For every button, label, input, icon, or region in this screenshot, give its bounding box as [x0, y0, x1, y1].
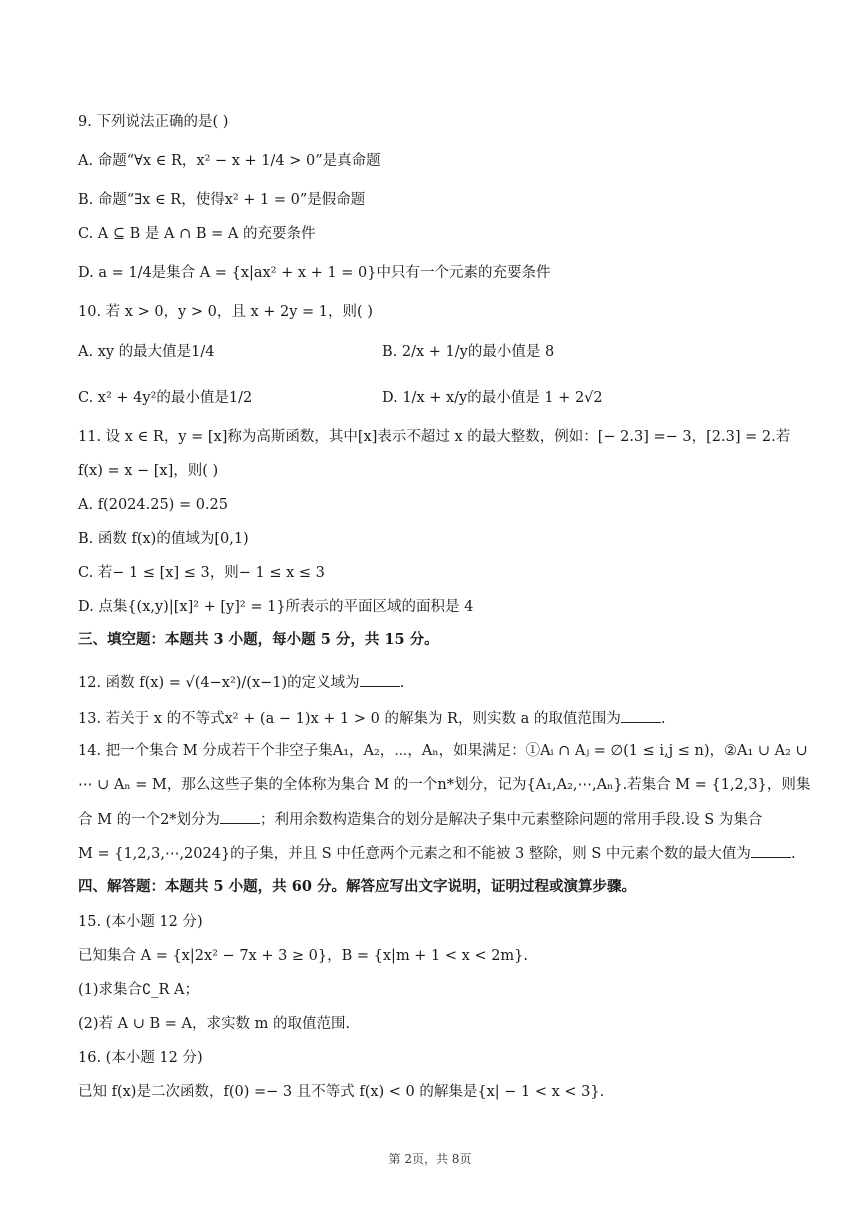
q9-stem: 9. 下列说法正确的是( ) [78, 114, 229, 130]
q11-stem-line1: 11. 设 x ∈ R，y = [x]称为高斯函数，其中[x]表示不超过 x 的最大整数，例如：[− 2.3] =− 3，[2.3] = 2.若 [78, 429, 791, 445]
q16-head: 16. (本小题 12 分) [78, 1050, 203, 1066]
q9-option-d: D. a = 1/4是集合 A = {x|ax² + x + 1 = 0}中只有一个元素的充要条件 [78, 265, 551, 281]
q15-body: 已知集合 A = {x|2x² − 7x + 3 ≥ 0}，B = {x|m + 1 < x < 2m}. [78, 948, 529, 964]
answer-blank [621, 708, 661, 723]
answer-blank [360, 672, 400, 687]
q11-option-d: D. 点集{(x,y)|[x]² + [y]² = 1}所表示的平面区域的面积是 4 [78, 599, 474, 615]
q11-option-a: A. f(2024.25) = 0.25 [78, 497, 228, 513]
q16-body: 已知 f(x)是二次函数，f(0) =− 3 且不等式 f(x) < 0 的解集是{x| − 1 < x < 3}. [78, 1084, 605, 1100]
q14-line4-end: . [790, 846, 796, 862]
q11-stem-line2: f(x) = x − [x]，则( ) [78, 463, 219, 479]
q14-line3 [78, 809, 762, 830]
q10-option-a: A. xy 的最大值是1/4 [78, 344, 215, 360]
q14-line4-start: M = {1,2,3,⋯,2024}的子集，并且 S 中任意两个元素之和不能被 3 整除，则 S 中元素个数的最大值为 [78, 846, 751, 862]
q13 [78, 708, 665, 729]
q12-end: . [399, 675, 405, 691]
q15-part2: (2)若 A ∪ B = A，求实数 m 的取值范围. [78, 1016, 351, 1032]
q14-line3-end: ；利用余数构造集合的划分是解决子集中元素整除问题的常用手段.设 S 为集合 [260, 812, 763, 828]
q9-option-c: C. A ⊆ B 是 A ∩ B = A 的充要条件 [78, 226, 316, 242]
q12-text: 12. 函数 f(x) = √(4−x²)/(x−1)的定义域为 [78, 675, 360, 691]
q10-option-c: C. x² + 4y²的最小值是1/2 [78, 390, 253, 406]
q15-part1: (1)求集合∁_R A； [78, 982, 200, 998]
q14-line4 [78, 843, 796, 864]
q9-option-b: B. 命题“∃x ∈ R，使得x² + 1 = 0”是假命题 [78, 192, 366, 208]
page-footer: 第 2页，共 8页 [388, 1152, 472, 1166]
section-fill-in-heading: 三、填空题：本题共 3 小题，每小题 5 分，共 15 分。 [78, 631, 439, 648]
q11-option-b: B. 函数 f(x)的值域为[0,1) [78, 531, 249, 547]
q12 [78, 672, 404, 693]
answer-blank [751, 843, 791, 858]
q14-line2: ⋯ ∪ Aₙ = M，那么这些子集的全体称为集合 M 的一个n*划分，记为{A₁,A₂,⋯,Aₙ}.若集合 M = {1,2,3}，则集 [78, 777, 811, 793]
q11-option-c: C. 若− 1 ≤ [x] ≤ 3，则− 1 ≤ x ≤ 3 [78, 565, 325, 581]
q9-option-a: A. 命题“∀x ∈ R，x² − x + 1/4 > 0”是真命题 [78, 153, 381, 169]
q10-option-b: B. 2/x + 1/y的最小值是 8 [382, 344, 555, 360]
q14-line3-start: 合 M 的一个2*划分为 [78, 812, 221, 828]
answer-blank [220, 809, 260, 824]
section-answer-heading: 四、解答题：本题共 5 小题，共 60 分。解答应写出文字说明，证明过程或演算步骤。 [78, 878, 636, 895]
q13-end: . [660, 711, 666, 727]
q13-text: 13. 若关于 x 的不等式x² + (a − 1)x + 1 > 0 的解集为 R，则实数 a 的取值范围为 [78, 711, 621, 727]
q10-stem: 10. 若 x > 0，y > 0，且 x + 2y = 1，则( ) [78, 304, 373, 320]
q10-option-d: D. 1/x + x/y的最小值是 1 + 2√2 [382, 390, 603, 406]
q15-head: 15. (本小题 12 分) [78, 914, 203, 930]
q14-line1: 14. 把一个集合 M 分成若干个非空子集A₁，A₂，⋯，Aₙ，如果满足：①Aᵢ ∩ Aⱼ = ∅(1 ≤ i,j ≤ n)，②A₁ ∪ A₂ ∪ [78, 743, 808, 759]
